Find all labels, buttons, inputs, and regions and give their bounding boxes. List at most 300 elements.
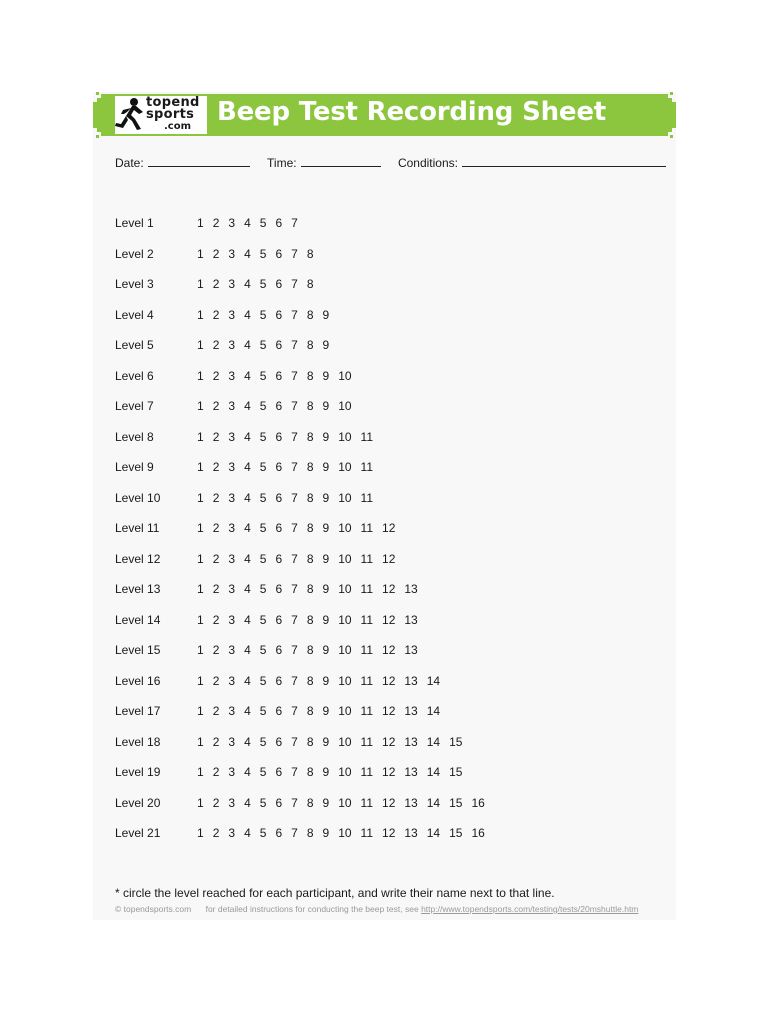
shuttle-number[interactable]: 4 bbox=[244, 399, 251, 413]
shuttle-number[interactable]: 6 bbox=[275, 460, 283, 474]
shuttle-number[interactable]: 10 bbox=[338, 765, 352, 779]
shuttle-number[interactable]: 4 bbox=[244, 734, 251, 749]
shuttle-number[interactable]: 6 bbox=[275, 490, 283, 505]
shuttle-number[interactable]: 7 bbox=[291, 338, 298, 352]
shuttle-number[interactable]: 4 bbox=[244, 338, 251, 352]
shuttle-number[interactable]: 12 bbox=[382, 582, 396, 596]
shuttle-number[interactable]: 3 bbox=[228, 765, 236, 779]
shuttle-number[interactable]: 10 bbox=[338, 551, 352, 566]
shuttle-number[interactable]: 4 bbox=[244, 612, 251, 627]
shuttle-numbers bbox=[197, 582, 427, 596]
shuttle-number[interactable]: 2 bbox=[212, 246, 220, 261]
shuttle-number[interactable]: 10 bbox=[338, 368, 352, 383]
shuttle-number[interactable]: 7 bbox=[291, 521, 298, 535]
shuttle-number[interactable]: 1 bbox=[197, 399, 204, 413]
shuttle-number[interactable]: 8 bbox=[306, 795, 314, 810]
shuttle-numbers bbox=[197, 277, 323, 291]
shuttle-number[interactable]: 7 bbox=[291, 490, 298, 505]
shuttle-number[interactable]: 5 bbox=[259, 551, 267, 566]
time-field[interactable] bbox=[301, 156, 381, 167]
level-label: Level 21 bbox=[115, 826, 161, 840]
shuttle-number[interactable]: 2 bbox=[212, 551, 220, 566]
shuttle-number[interactable]: 1 bbox=[197, 307, 204, 322]
shuttle-number[interactable]: 2 bbox=[212, 612, 220, 627]
shuttle-number[interactable]: 5 bbox=[259, 307, 267, 322]
title-banner bbox=[93, 92, 676, 138]
shuttle-number[interactable]: 5 bbox=[259, 338, 267, 352]
shuttle-number[interactable]: 14 bbox=[426, 765, 441, 779]
shuttle-number[interactable]: 9 bbox=[322, 826, 330, 840]
shuttle-number[interactable]: 9 bbox=[322, 551, 330, 566]
shuttle-number[interactable]: 7 bbox=[291, 734, 298, 749]
shuttle-number[interactable]: 5 bbox=[259, 368, 267, 383]
shuttle-number[interactable]: 12 bbox=[382, 673, 396, 688]
shuttle-number[interactable]: 4 bbox=[244, 551, 251, 566]
shuttle-number[interactable]: 12 bbox=[382, 765, 396, 779]
shuttle-number[interactable]: 4 bbox=[244, 643, 251, 657]
credit-text: for detailed instructions for conducting the beep test, see bbox=[205, 904, 419, 914]
shuttle-numbers bbox=[197, 216, 307, 230]
shuttle-number[interactable]: 5 bbox=[259, 246, 267, 261]
shuttle-number[interactable]: 5 bbox=[259, 826, 267, 840]
recording-sheet bbox=[93, 92, 676, 920]
shuttle-numbers bbox=[197, 765, 471, 779]
shuttle-number[interactable]: 14 bbox=[426, 704, 441, 718]
shuttle-number[interactable]: 5 bbox=[259, 277, 267, 291]
shuttle-number[interactable]: 2 bbox=[212, 673, 220, 688]
shuttle-number[interactable]: 10 bbox=[338, 429, 352, 444]
shuttle-number[interactable]: 10 bbox=[338, 399, 352, 413]
shuttle-number[interactable]: 5 bbox=[259, 734, 267, 749]
shuttle-number[interactable]: 2 bbox=[212, 338, 220, 352]
shuttle-number[interactable]: 4 bbox=[244, 460, 251, 474]
shuttle-number[interactable]: 6 bbox=[275, 246, 283, 261]
shuttle-number[interactable]: 1 bbox=[197, 734, 204, 749]
shuttle-number[interactable]: 6 bbox=[275, 399, 283, 413]
shuttle-number[interactable]: 4 bbox=[244, 582, 251, 596]
shuttle-number[interactable]: 6 bbox=[275, 765, 283, 779]
conditions-label: Conditions: bbox=[397, 156, 458, 170]
shuttle-number[interactable]: 3 bbox=[228, 277, 236, 291]
shuttle-number[interactable]: 1 bbox=[197, 429, 204, 444]
shuttle-number[interactable]: 13 bbox=[404, 673, 418, 688]
shuttle-number[interactable]: 7 bbox=[291, 216, 298, 230]
shuttle-number[interactable]: 5 bbox=[259, 216, 267, 230]
shuttle-number[interactable]: 3 bbox=[228, 246, 236, 261]
shuttle-number[interactable]: 3 bbox=[228, 826, 236, 840]
shuttle-number[interactable]: 14 bbox=[426, 795, 441, 810]
shuttle-number[interactable]: 8 bbox=[306, 826, 314, 840]
credit-link[interactable]: http://www.topendsports.com/testing/tests/20mshuttle.htm bbox=[421, 904, 639, 914]
shuttle-number[interactable]: 1 bbox=[197, 643, 204, 657]
shuttle-number[interactable]: 6 bbox=[275, 368, 283, 383]
shuttle-number[interactable]: 4 bbox=[244, 368, 251, 383]
shuttle-number[interactable]: 6 bbox=[275, 521, 283, 535]
shuttle-number[interactable]: 1 bbox=[197, 490, 204, 505]
shuttle-number[interactable]: 9 bbox=[322, 490, 330, 505]
shuttle-number[interactable]: 5 bbox=[259, 704, 267, 718]
shuttle-number[interactable]: 13 bbox=[404, 765, 418, 779]
shuttle-number[interactable]: 12 bbox=[382, 551, 396, 566]
shuttle-number[interactable]: 13 bbox=[404, 612, 418, 627]
shuttle-number[interactable]: 13 bbox=[404, 704, 418, 718]
shuttle-number[interactable]: 10 bbox=[338, 826, 352, 840]
shuttle-number[interactable]: 3 bbox=[228, 521, 236, 535]
shuttle-number[interactable]: 6 bbox=[275, 612, 283, 627]
shuttle-number[interactable]: 4 bbox=[244, 826, 251, 840]
shuttle-number[interactable]: 13 bbox=[404, 643, 418, 657]
shuttle-number[interactable]: 11 bbox=[360, 673, 374, 688]
shuttle-number[interactable]: 6 bbox=[275, 307, 283, 322]
shuttle-numbers bbox=[197, 643, 427, 657]
shuttle-number[interactable]: 10 bbox=[338, 521, 352, 535]
shuttle-number[interactable]: 2 bbox=[212, 734, 220, 749]
level-label: Level 18 bbox=[115, 734, 161, 749]
shuttle-number[interactable]: 5 bbox=[259, 429, 267, 444]
shuttle-number[interactable]: 6 bbox=[275, 734, 283, 749]
shuttle-number[interactable]: 3 bbox=[228, 734, 236, 749]
shuttle-number[interactable]: 12 bbox=[382, 795, 396, 810]
shuttle-numbers bbox=[197, 369, 361, 383]
shuttle-number[interactable]: 2 bbox=[212, 704, 220, 718]
shuttle-number[interactable]: 11 bbox=[360, 704, 374, 718]
shuttle-number[interactable]: 11 bbox=[360, 795, 374, 810]
shuttle-number[interactable]: 7 bbox=[291, 460, 298, 474]
shuttle-number[interactable]: 9 bbox=[322, 338, 330, 352]
shuttle-number[interactable]: 12 bbox=[382, 734, 396, 749]
level-label: Level 1 bbox=[115, 216, 154, 230]
level-label: Level 20 bbox=[115, 795, 161, 810]
level-label: Level 2 bbox=[115, 246, 154, 261]
shuttle-number[interactable]: 1 bbox=[197, 795, 204, 810]
shuttle-number[interactable]: 8 bbox=[306, 765, 314, 779]
shuttle-number[interactable]: 6 bbox=[275, 826, 283, 840]
shuttle-number[interactable]: 8 bbox=[306, 307, 314, 322]
shuttle-number[interactable]: 9 bbox=[322, 307, 330, 322]
shuttle-number[interactable]: 12 bbox=[382, 704, 396, 718]
shuttle-number[interactable]: 11 bbox=[360, 429, 374, 444]
shuttle-number[interactable]: 2 bbox=[212, 307, 220, 322]
shuttle-number[interactable]: 9 bbox=[322, 368, 330, 383]
shuttle-number[interactable]: 4 bbox=[244, 704, 251, 718]
shuttle-number[interactable]: 6 bbox=[275, 673, 283, 688]
level-label: Level 13 bbox=[115, 582, 161, 596]
shuttle-number[interactable]: 8 bbox=[306, 368, 314, 383]
shuttle-number[interactable]: 14 bbox=[426, 826, 441, 840]
level-label: Level 6 bbox=[115, 368, 154, 383]
topendsports-logo bbox=[115, 96, 207, 134]
footnote: * circle the level reached for each participant, and write their name next to that line. bbox=[115, 886, 555, 900]
shuttle-number[interactable]: 16 bbox=[471, 795, 485, 810]
shuttle-number[interactable]: 1 bbox=[197, 338, 204, 352]
shuttle-number[interactable]: 10 bbox=[338, 734, 352, 749]
shuttle-number[interactable]: 2 bbox=[212, 826, 220, 840]
level-label: Level 5 bbox=[115, 338, 154, 352]
shuttle-number[interactable]: 15 bbox=[449, 734, 463, 749]
shuttle-number[interactable]: 7 bbox=[291, 612, 298, 627]
shuttle-number[interactable]: 15 bbox=[449, 826, 463, 840]
level-label: Level 19 bbox=[115, 765, 161, 779]
shuttle-number[interactable]: 7 bbox=[291, 582, 298, 596]
shuttle-number[interactable]: 7 bbox=[291, 551, 298, 566]
logo-line-1: topend bbox=[146, 95, 200, 110]
shuttle-number[interactable]: 4 bbox=[244, 429, 251, 444]
credit-site: © topendsports.com bbox=[115, 904, 192, 914]
shuttle-number[interactable]: 2 bbox=[212, 429, 220, 444]
shuttle-number[interactable]: 3 bbox=[228, 551, 236, 566]
shuttle-number[interactable]: 3 bbox=[228, 704, 236, 718]
shuttle-number[interactable]: 11 bbox=[360, 551, 374, 566]
shuttle-number[interactable]: 5 bbox=[259, 399, 267, 413]
shuttle-number[interactable]: 4 bbox=[244, 307, 251, 322]
shuttle-numbers bbox=[197, 613, 427, 627]
shuttle-number[interactable]: 4 bbox=[244, 216, 251, 230]
shuttle-number[interactable]: 15 bbox=[449, 765, 463, 779]
shuttle-number[interactable]: 10 bbox=[338, 795, 352, 810]
credit-line bbox=[115, 904, 638, 914]
shuttle-number[interactable]: 1 bbox=[197, 368, 204, 383]
shuttle-number[interactable]: 8 bbox=[306, 490, 314, 505]
shuttle-number[interactable]: 6 bbox=[275, 277, 283, 291]
shuttle-numbers bbox=[197, 399, 361, 413]
level-label: Level 17 bbox=[115, 704, 161, 718]
shuttle-number[interactable]: 10 bbox=[338, 673, 352, 688]
shuttle-number[interactable]: 1 bbox=[197, 521, 204, 535]
shuttle-number[interactable]: 8 bbox=[306, 277, 314, 291]
shuttle-number[interactable]: 9 bbox=[322, 460, 330, 474]
shuttle-number[interactable]: 5 bbox=[259, 612, 267, 627]
conditions-field[interactable] bbox=[462, 156, 666, 167]
shuttle-number[interactable]: 4 bbox=[244, 490, 251, 505]
shuttle-number[interactable]: 5 bbox=[259, 521, 267, 535]
shuttle-number[interactable]: 9 bbox=[322, 765, 330, 779]
shuttle-number[interactable]: 13 bbox=[404, 582, 418, 596]
shuttle-number[interactable]: 13 bbox=[404, 795, 418, 810]
shuttle-number[interactable]: 7 bbox=[291, 704, 298, 718]
shuttle-number[interactable]: 2 bbox=[212, 216, 220, 230]
shuttle-number[interactable]: 3 bbox=[228, 795, 236, 810]
shuttle-numbers bbox=[197, 491, 382, 505]
shuttle-numbers bbox=[197, 460, 382, 474]
date-label: Date: bbox=[115, 156, 144, 170]
shuttle-number[interactable]: 1 bbox=[197, 826, 204, 840]
logo-line-3: .com bbox=[164, 121, 192, 132]
shuttle-number[interactable]: 12 bbox=[382, 521, 396, 535]
shuttle-number[interactable]: 10 bbox=[338, 490, 352, 505]
shuttle-number[interactable]: 4 bbox=[244, 246, 251, 261]
shuttle-number[interactable]: 1 bbox=[197, 673, 204, 688]
shuttle-number[interactable]: 12 bbox=[382, 643, 396, 657]
shuttle-number[interactable]: 7 bbox=[291, 826, 298, 840]
shuttle-number[interactable]: 10 bbox=[338, 582, 352, 596]
shuttle-number[interactable]: 3 bbox=[228, 429, 236, 444]
shuttle-number[interactable]: 2 bbox=[212, 765, 220, 779]
shuttle-number[interactable]: 2 bbox=[212, 582, 220, 596]
shuttle-number[interactable]: 8 bbox=[306, 399, 314, 413]
shuttle-number[interactable]: 12 bbox=[382, 612, 396, 627]
shuttle-number[interactable]: 4 bbox=[244, 277, 251, 291]
shuttle-number[interactable]: 11 bbox=[360, 490, 374, 505]
shuttle-number[interactable]: 3 bbox=[228, 582, 236, 596]
shuttle-number[interactable]: 8 bbox=[306, 734, 314, 749]
shuttle-number[interactable]: 9 bbox=[322, 643, 330, 657]
shuttle-number[interactable]: 1 bbox=[197, 582, 204, 596]
shuttle-number[interactable]: 3 bbox=[228, 338, 236, 352]
shuttle-number[interactable]: 11 bbox=[360, 460, 374, 474]
shuttle-number[interactable]: 9 bbox=[322, 734, 330, 749]
shuttle-number[interactable]: 10 bbox=[338, 460, 352, 474]
shuttle-number[interactable]: 1 bbox=[197, 765, 204, 779]
shuttle-number[interactable]: 4 bbox=[244, 521, 251, 535]
shuttle-number[interactable]: 4 bbox=[244, 673, 251, 688]
shuttle-number[interactable]: 2 bbox=[212, 795, 220, 810]
shuttle-number[interactable]: 1 bbox=[197, 551, 204, 566]
shuttle-number[interactable]: 11 bbox=[360, 765, 374, 779]
shuttle-number[interactable]: 11 bbox=[360, 612, 374, 627]
logo-line-2: sports bbox=[146, 107, 195, 122]
shuttle-number[interactable]: 1 bbox=[197, 704, 204, 718]
shuttle-number[interactable]: 9 bbox=[322, 429, 330, 444]
page-title: Beep Test Recording Sheet bbox=[217, 97, 606, 127]
shuttle-number[interactable]: 8 bbox=[306, 612, 314, 627]
shuttle-number[interactable]: 7 bbox=[291, 368, 298, 383]
shuttle-number[interactable]: 2 bbox=[212, 368, 220, 383]
shuttle-number[interactable]: 8 bbox=[306, 429, 314, 444]
shuttle-number[interactable]: 10 bbox=[338, 643, 352, 657]
shuttle-number[interactable]: 6 bbox=[275, 704, 283, 718]
shuttle-number[interactable]: 8 bbox=[306, 246, 314, 261]
shuttle-number[interactable]: 5 bbox=[259, 490, 267, 505]
shuttle-number[interactable]: 1 bbox=[197, 460, 204, 474]
shuttle-number[interactable]: 13 bbox=[404, 734, 418, 749]
shuttle-number[interactable]: 7 bbox=[291, 429, 298, 444]
shuttle-number[interactable]: 11 bbox=[360, 643, 374, 657]
shuttle-number[interactable]: 16 bbox=[471, 826, 485, 840]
shuttle-number[interactable]: 6 bbox=[275, 551, 283, 566]
shuttle-numbers bbox=[197, 704, 449, 718]
shuttle-numbers bbox=[197, 308, 338, 322]
shuttle-number[interactable]: 8 bbox=[306, 551, 314, 566]
shuttle-number[interactable]: 6 bbox=[275, 429, 283, 444]
shuttle-number[interactable]: 1 bbox=[197, 277, 204, 291]
level-label: Level 10 bbox=[115, 490, 161, 505]
shuttle-number[interactable]: 5 bbox=[259, 460, 267, 474]
shuttle-number[interactable]: 11 bbox=[360, 521, 374, 535]
shuttle-number[interactable]: 3 bbox=[228, 490, 236, 505]
shuttle-number[interactable]: 2 bbox=[212, 643, 220, 657]
shuttle-number[interactable]: 8 bbox=[306, 521, 314, 535]
level-label: Level 16 bbox=[115, 673, 161, 688]
shuttle-numbers bbox=[197, 338, 338, 352]
shuttle-number[interactable]: 13 bbox=[404, 826, 418, 840]
shuttle-number[interactable]: 2 bbox=[212, 399, 220, 413]
shuttle-number[interactable]: 5 bbox=[259, 673, 267, 688]
level-label: Level 9 bbox=[115, 460, 154, 474]
shuttle-number[interactable]: 8 bbox=[306, 460, 314, 474]
shuttle-number[interactable]: 3 bbox=[228, 673, 236, 688]
shuttle-number[interactable]: 6 bbox=[275, 338, 283, 352]
shuttle-numbers bbox=[197, 674, 449, 688]
shuttle-number[interactable]: 9 bbox=[322, 673, 330, 688]
shuttle-number[interactable]: 6 bbox=[275, 643, 283, 657]
shuttle-number[interactable]: 9 bbox=[322, 612, 330, 627]
header-fields bbox=[115, 156, 666, 170]
level-label: Level 7 bbox=[115, 399, 154, 413]
shuttle-number[interactable]: 3 bbox=[228, 307, 236, 322]
shuttle-number[interactable]: 11 bbox=[360, 826, 374, 840]
shuttle-number[interactable]: 7 bbox=[291, 246, 298, 261]
date-field[interactable] bbox=[148, 156, 250, 167]
shuttle-number[interactable]: 7 bbox=[291, 307, 298, 322]
shuttle-number[interactable]: 4 bbox=[244, 765, 251, 779]
shuttle-number[interactable]: 7 bbox=[291, 795, 298, 810]
shuttle-number[interactable]: 7 bbox=[291, 399, 298, 413]
shuttle-number[interactable]: 7 bbox=[291, 673, 298, 688]
shuttle-number[interactable]: 3 bbox=[228, 216, 236, 230]
shuttle-number[interactable]: 8 bbox=[306, 673, 314, 688]
level-label: Level 15 bbox=[115, 643, 161, 657]
shuttle-number[interactable]: 3 bbox=[228, 460, 236, 474]
shuttle-number[interactable]: 9 bbox=[322, 521, 330, 535]
shuttle-number[interactable]: 14 bbox=[426, 673, 441, 688]
shuttle-number[interactable]: 14 bbox=[426, 734, 441, 749]
shuttle-number[interactable]: 8 bbox=[306, 643, 314, 657]
shuttle-number[interactable]: 4 bbox=[244, 795, 251, 810]
shuttle-number[interactable]: 12 bbox=[382, 826, 396, 840]
shuttle-number[interactable]: 2 bbox=[212, 460, 220, 474]
shuttle-number[interactable]: 5 bbox=[259, 582, 267, 596]
shuttle-number[interactable]: 10 bbox=[338, 612, 352, 627]
shuttle-number[interactable]: 9 bbox=[322, 795, 330, 810]
shuttle-number[interactable]: 7 bbox=[291, 765, 298, 779]
shuttle-number[interactable]: 9 bbox=[322, 399, 330, 413]
shuttle-number[interactable]: 1 bbox=[197, 612, 204, 627]
shuttle-number[interactable]: 9 bbox=[322, 582, 330, 596]
shuttle-number[interactable]: 3 bbox=[228, 643, 236, 657]
shuttle-number[interactable]: 8 bbox=[306, 582, 314, 596]
shuttle-number[interactable]: 10 bbox=[338, 704, 352, 718]
shuttle-number[interactable]: 5 bbox=[259, 765, 267, 779]
shuttle-number[interactable]: 2 bbox=[212, 490, 220, 505]
shuttle-number[interactable]: 8 bbox=[306, 338, 314, 352]
time-label: Time: bbox=[267, 156, 297, 170]
shuttle-number[interactable]: 6 bbox=[275, 582, 283, 596]
shuttle-number[interactable]: 11 bbox=[360, 582, 374, 596]
shuttle-number[interactable]: 1 bbox=[197, 246, 204, 261]
shuttle-number[interactable]: 5 bbox=[259, 643, 267, 657]
shuttle-number[interactable]: 3 bbox=[228, 368, 236, 383]
shuttle-number[interactable]: 7 bbox=[291, 277, 298, 291]
shuttle-number[interactable]: 5 bbox=[259, 795, 267, 810]
shuttle-number[interactable]: 9 bbox=[322, 704, 330, 718]
shuttle-number[interactable]: 11 bbox=[360, 734, 374, 749]
shuttle-number[interactable]: 1 bbox=[197, 216, 204, 230]
level-label: Level 14 bbox=[115, 612, 161, 627]
shuttle-number[interactable]: 2 bbox=[212, 521, 220, 535]
level-label: Level 3 bbox=[115, 277, 154, 291]
shuttle-number[interactable]: 3 bbox=[228, 399, 236, 413]
shuttle-number[interactable]: 8 bbox=[306, 704, 314, 718]
shuttle-number[interactable]: 15 bbox=[449, 795, 463, 810]
shuttle-number[interactable]: 6 bbox=[275, 795, 283, 810]
shuttle-number[interactable]: 6 bbox=[275, 216, 283, 230]
shuttle-number[interactable]: 3 bbox=[228, 612, 236, 627]
shuttle-number[interactable]: 7 bbox=[291, 643, 298, 657]
level-label: Level 11 bbox=[115, 521, 160, 535]
shuttle-numbers bbox=[197, 735, 471, 749]
shuttle-numbers bbox=[197, 521, 404, 535]
shuttle-number[interactable]: 2 bbox=[212, 277, 220, 291]
